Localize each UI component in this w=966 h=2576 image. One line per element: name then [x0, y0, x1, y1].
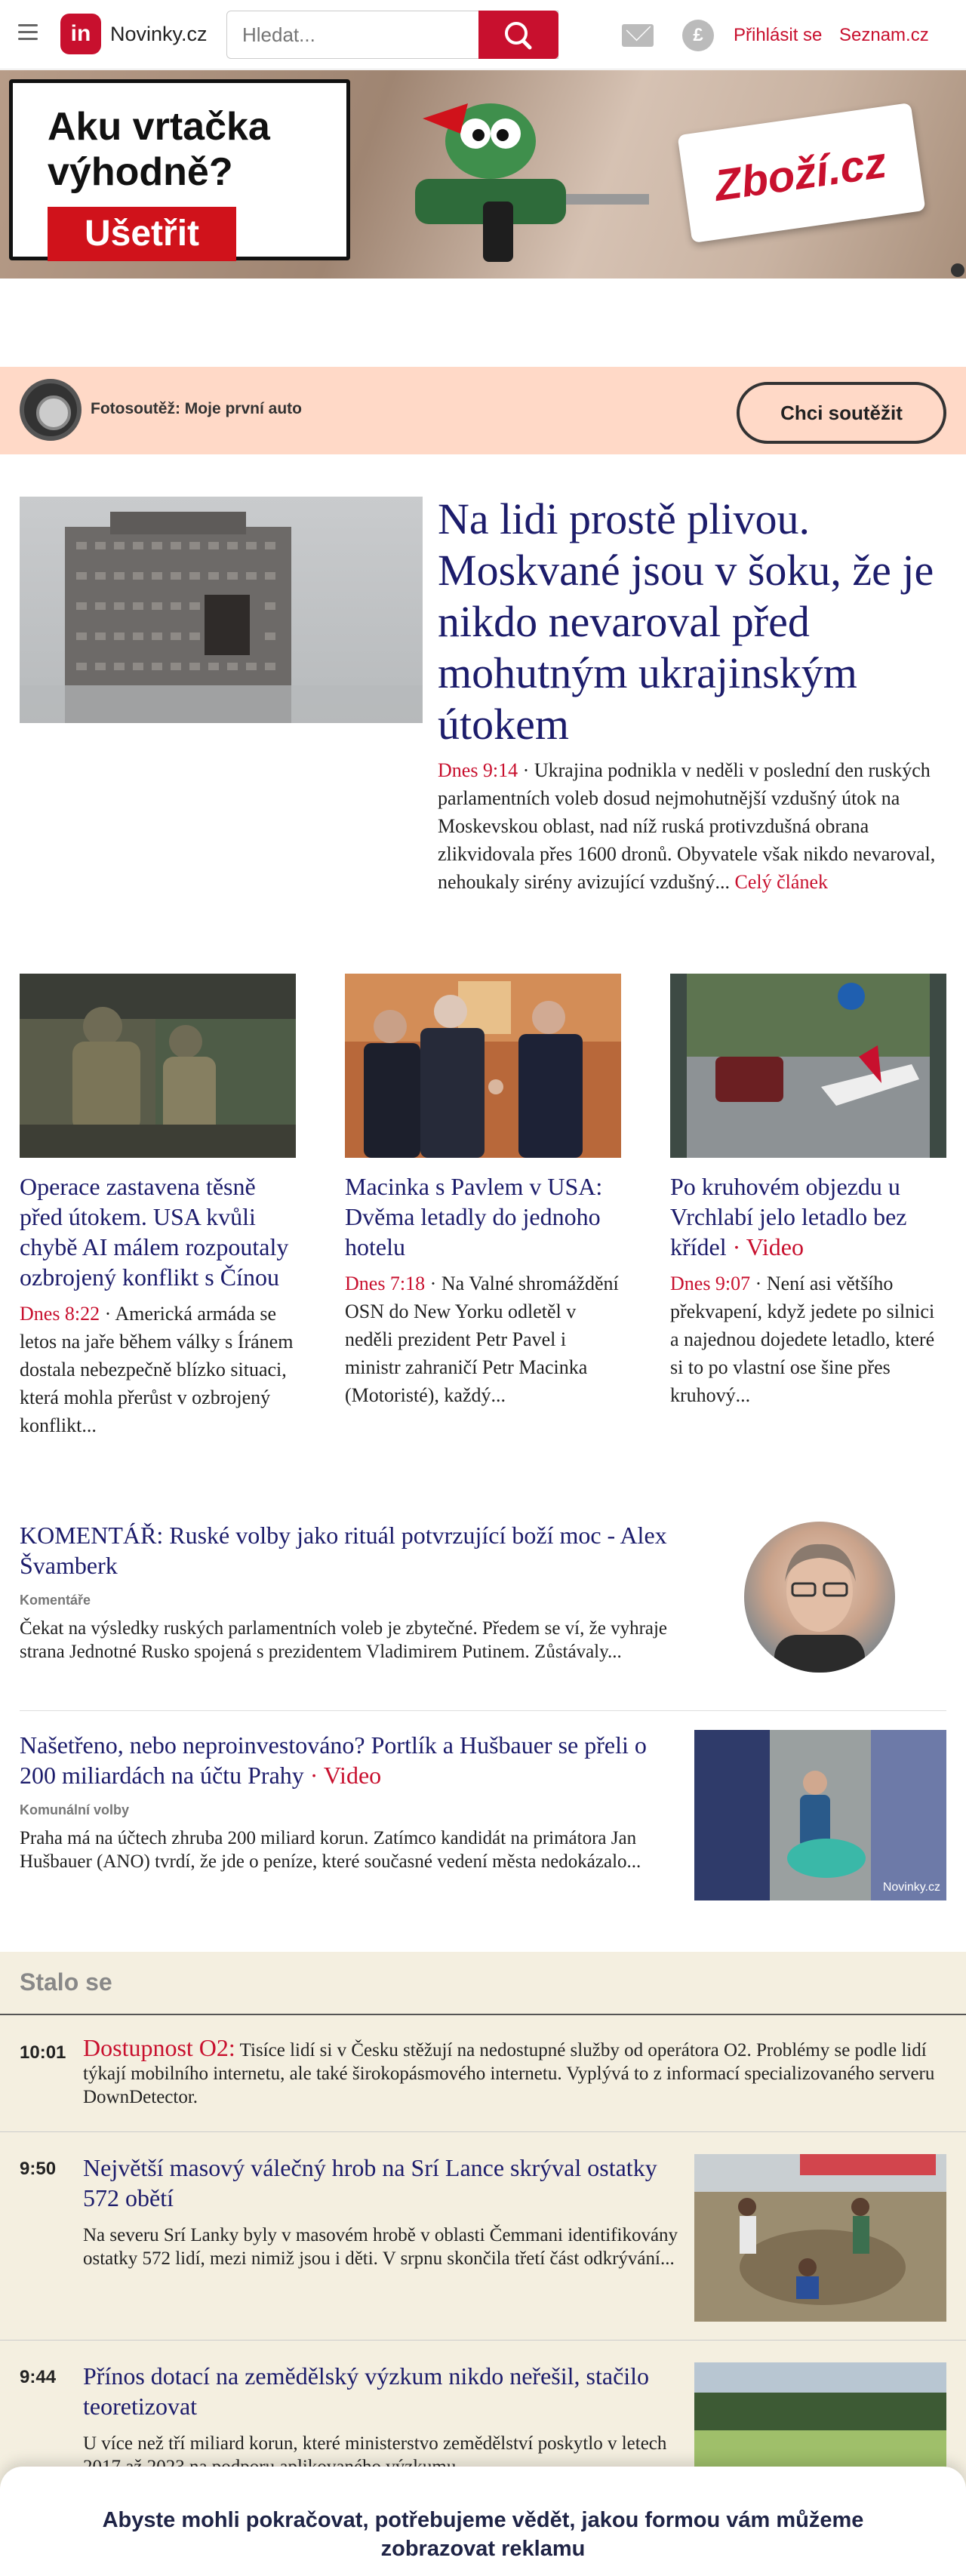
separator-dot: ·: [100, 1303, 115, 1325]
author-avatar[interactable]: [744, 1522, 895, 1673]
prague-article[interactable]: [20, 1730, 946, 1904]
news-text: Tisíce lidí si v Česku stěžují na nedostupné služby od operátora O2. Problémy se podle lidí týkají mobilního internetu, ale také širokopásmového internetu. Vyplývá to z informací specializovaného serveru DownDetector.: [83, 2040, 935, 2107]
news-time: 10:01: [20, 2042, 66, 2063]
prague-video-thumbnail[interactable]: [694, 1730, 946, 1900]
lead-article-title[interactable]: Na lidi prostě plivou. Moskvané jsou v šoku, že je nikdo nevaroval před mohutným ukrajinským útokem: [438, 494, 934, 749]
article-text: Americká armáda se letos na jaře během války s Íránem dostala nebezpečně blízko situaci, která mohla přerůst v ozbrojený konflikt...: [20, 1303, 294, 1436]
ad-info-icon[interactable]: [951, 263, 964, 277]
contest-bar: [0, 367, 966, 454]
video-tag[interactable]: · Video: [303, 1762, 382, 1789]
prague-section-label[interactable]: Komunální volby: [20, 1802, 130, 1817]
consent-text: Abyste mohli pokračovat, potřebujeme vědět, jakou formou vám můžeme zobrazovat reklamu: [102, 2508, 864, 2561]
lead-article-text: Ukrajina podnikla v neděli v poslední den ruských parlamentních voleb dosud nejmohutnější vzdušný útok na Moskevskou oblast, nad níž ruská protivzdušná obrana zlikvidovala přes 1600 dronů. Obyvatele však nikdo nevaroval, nehoukaly sirény avizující vzdušný...: [438, 759, 936, 893]
drill-mascot-image: [392, 88, 664, 262]
news-perex: [83, 2036, 943, 2109]
news-perex: U více než tří miliard korun, které ministerstvo zemědělství poskytlo v letech: [83, 2433, 667, 2454]
article-title-text[interactable]: Po kruhovém objezdu u Vrchlabí jelo letadlo bez křídel: [670, 1173, 907, 1260]
ad-banner[interactable]: [0, 70, 966, 279]
article-title[interactable]: [20, 1171, 296, 1292]
divider: [20, 1710, 946, 1711]
news-perex: Na severu Srí Lanky byly v masovém hrobě v oblasti Čemmani identifikovány ostatky 572 lidí, mezi nimiž jsou i děti. V srpnu skončila třetí část odkrývání...: [83, 2225, 678, 2269]
section-rule: [0, 2014, 966, 2015]
article-title[interactable]: [345, 1171, 621, 1262]
news-title[interactable]: Největší masový válečný hrob na Srí Lance skrýval ostatky 572 obětí: [83, 2154, 657, 2211]
mail-icon[interactable]: [622, 24, 654, 47]
handshake-image: [345, 974, 621, 1158]
debate-video-image: [694, 1730, 946, 1900]
seznam-link[interactable]: Seznam.cz: [839, 25, 929, 45]
comment-title[interactable]: KOMENTÁŘ: Ruské volby jako rituál potvrzující boží moc - Alex Švamberk: [20, 1522, 667, 1579]
article-title-text[interactable]: Macinka s Pavlem v USA: Dvěma letadly do jednoho hotelu: [345, 1173, 603, 1260]
article-text: Na Valné shromáždění OSN do New Yorku odletěl v neděli prezident Petr Pavel i ministr zahraničí Petr Macinka (Motoristé), každý...: [345, 1273, 619, 1406]
news-separator: [0, 2131, 966, 2132]
article-card[interactable]: [670, 974, 946, 1409]
news-title[interactable]: Přínos dotací na zemědělský výzkum nikdo neřešil, stačilo teoretizovat: [83, 2362, 650, 2420]
prague-title[interactable]: [20, 1730, 684, 1790]
ad-cta-button[interactable]: Ušetřit: [48, 207, 236, 261]
news-title[interactable]: Dostupnost O2:: [83, 2034, 235, 2061]
separator-dot: ·: [522, 759, 534, 781]
article-title-text[interactable]: Operace zastavena těsně před útokem. USA kvůli chybě AI málem rozpoutaly ozbrojený konflikt s Čínou: [20, 1173, 289, 1291]
news-time: 9:44: [20, 2367, 57, 2387]
article-title[interactable]: [670, 1171, 946, 1262]
separator-dot: ·: [750, 1273, 767, 1294]
article-perex: [345, 1270, 621, 1409]
ad-headline: Aku vrtačka výhodně?: [48, 105, 270, 194]
news-time: 9:50: [20, 2159, 57, 2179]
prague-perex: Praha má na účtech zhruba 200 miliard korun. Zatímco kandidát na primátora Jan Hušbauer (ANO) tvrdí, že jde o peníze, které současné vedení města nedokázalo...: [20, 1828, 641, 1872]
apartment-building-image: [20, 497, 423, 723]
separator-dot: ·: [425, 1273, 441, 1294]
article-perex: [670, 1270, 946, 1409]
wheel-icon: [20, 379, 82, 441]
logo-badge[interactable]: in: [60, 14, 101, 54]
article-image[interactable]: [345, 974, 621, 1158]
news-separator: [0, 2340, 966, 2341]
contest-button[interactable]: Chci soutěžit: [737, 382, 946, 444]
ad-brand-tag: [677, 103, 925, 243]
comment-perex: Čekat na výsledky ruských parlamentních voleb je zbytečné. Předem se ví, že vyhraje strana Jednotné Rusko spojená s prezidentem Vladimirem Putinem. Zůstávaly...: [20, 1618, 668, 1662]
lead-article-image[interactable]: [20, 497, 423, 723]
lead-article-perex: [438, 756, 951, 896]
consent-dialog: [0, 2467, 966, 2576]
article-time: Dnes 7:18: [345, 1273, 426, 1294]
read-more-link[interactable]: Celý článek: [734, 871, 828, 893]
comment-section-label[interactable]: Komentáře: [20, 1593, 91, 1608]
article-time: Dnes 8:22: [20, 1303, 100, 1325]
contest-title[interactable]: Fotosoutěž: Moje první auto: [91, 400, 302, 417]
video-tag[interactable]: · Video: [726, 1233, 804, 1260]
article-card[interactable]: [20, 974, 296, 1439]
article-time: Dnes 9:07: [670, 1273, 751, 1294]
logo-text[interactable]: Novinky.cz: [110, 23, 208, 45]
article-image[interactable]: [20, 974, 296, 1158]
plane-on-road-image: [670, 974, 946, 1158]
ad-speech-bubble: [9, 79, 350, 260]
lead-article-time: Dnes 9:14: [438, 759, 518, 781]
article-text: Není asi většího překvapení, když jedete po silnici a najednou dojedete letadlo, které si to po vlastní ose šine přes kruhový...: [670, 1273, 935, 1406]
menu-icon[interactable]: [18, 24, 38, 41]
article-card[interactable]: [345, 974, 621, 1409]
login-link[interactable]: Přihlásit se: [734, 25, 823, 45]
excavation-image: [694, 2154, 946, 2322]
site-header: [0, 0, 966, 69]
news-image[interactable]: [694, 2154, 946, 2322]
video-watermark: Novinky.cz: [882, 1881, 940, 1894]
prague-title-text[interactable]: Našetřeno, nebo neproinvestováno? Portlík a Hušbauer se přeli o 200 miliardách na účtu Prahy: [20, 1731, 647, 1789]
author-photo: [744, 1522, 895, 1673]
search-icon: [478, 11, 558, 59]
search-button[interactable]: [478, 11, 558, 59]
ad-brand: Zboží.cz: [711, 137, 890, 211]
lidi-icon[interactable]: £: [682, 20, 714, 51]
article-image[interactable]: [670, 974, 946, 1158]
article-perex: [20, 1300, 296, 1439]
stalo-se-heading: Stalo se: [20, 1968, 112, 1996]
soldiers-image: [20, 974, 296, 1158]
comment-article[interactable]: [20, 1517, 946, 1706]
